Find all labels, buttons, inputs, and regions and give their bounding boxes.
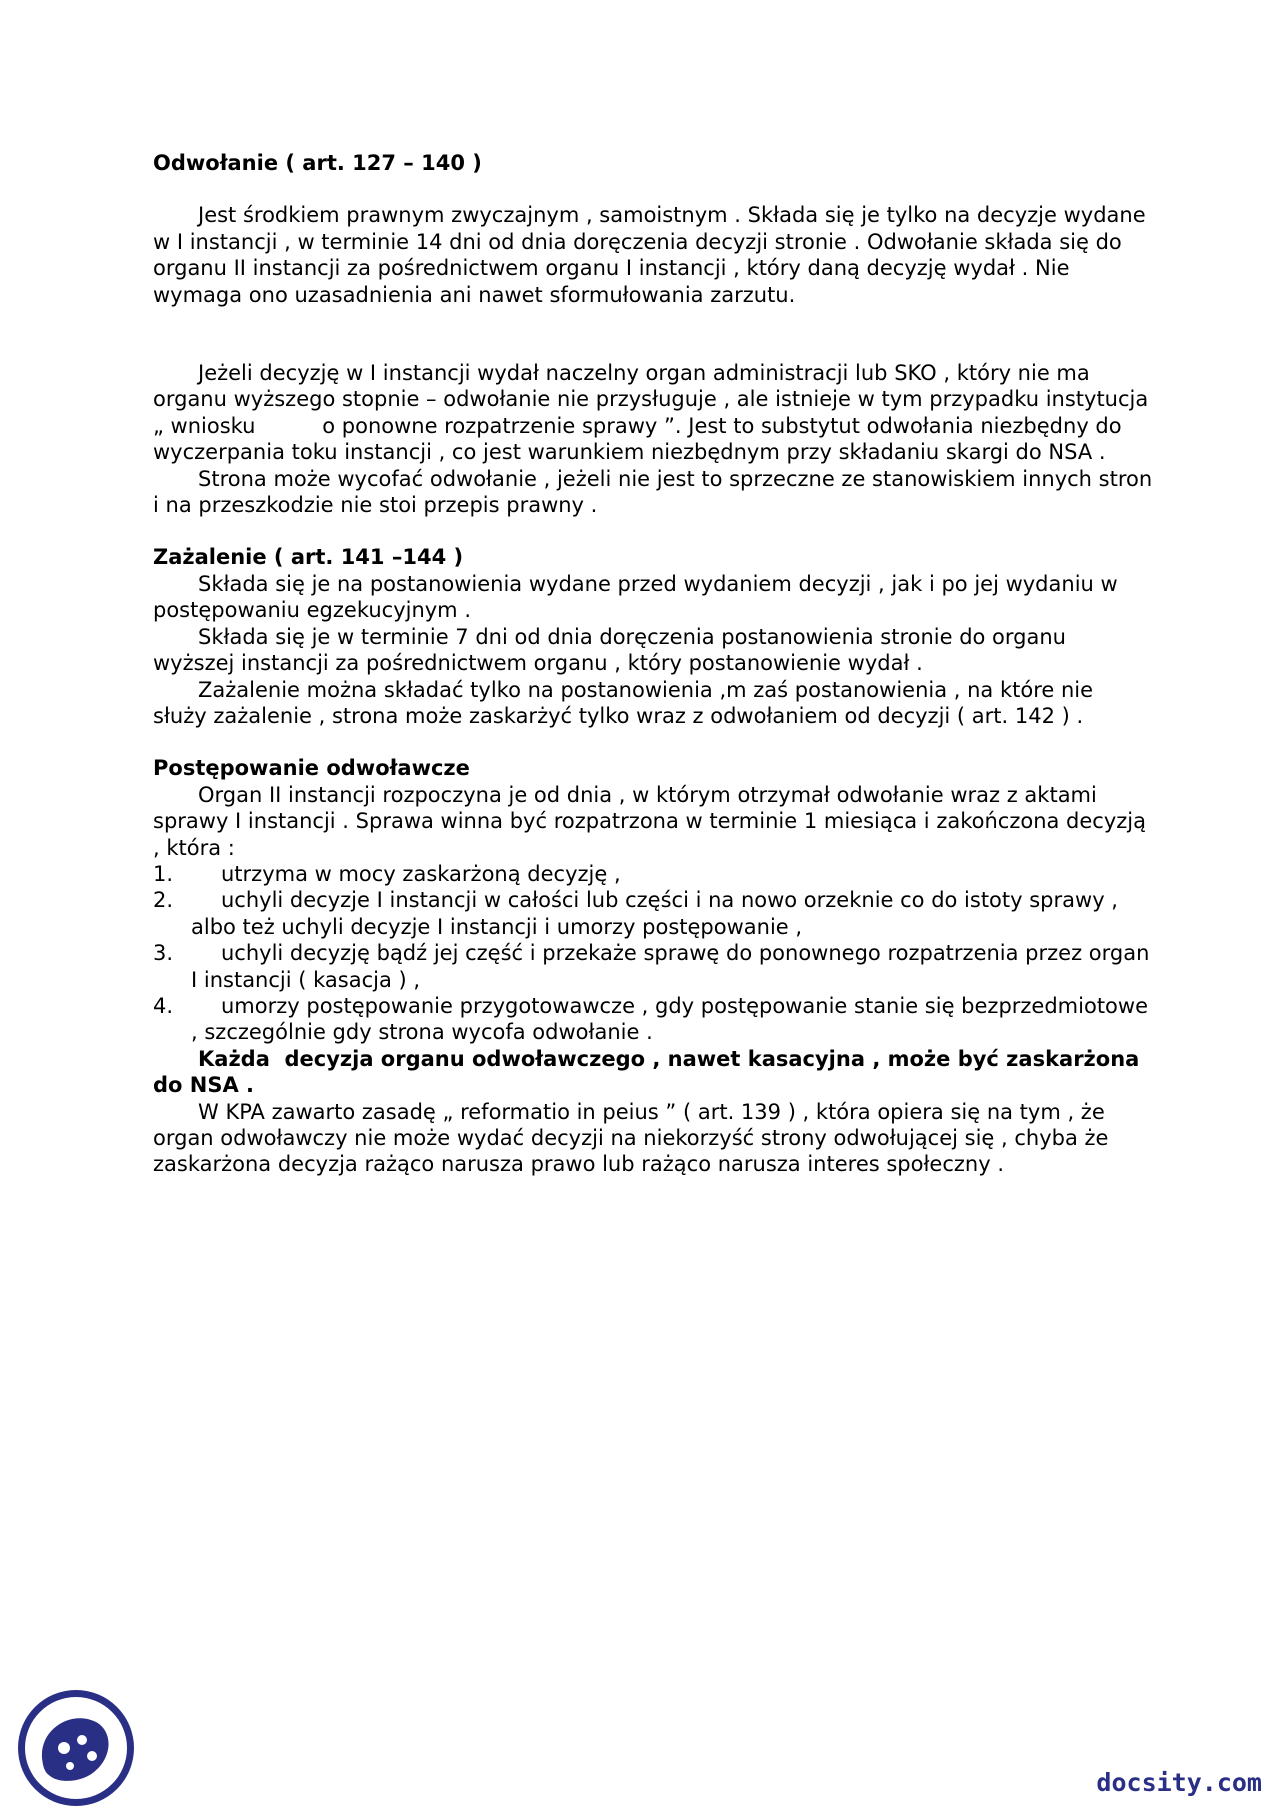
section-heading-odwolanie: Odwołanie ( art. 127 – 140 ) <box>153 151 482 175</box>
paragraph: Jest środkiem prawnym zwyczajnym , samoistnym . Składa się je tylko na decyzje wydane w I instancji , w terminie 14 dni od dnia doręczenia decyzji stronie . Odwołanie składa się do organu II instancji za pośrednictwem organu I instancji , który daną decyzję wydał . Nie wymaga ono uzasadnienia ani nawet sformułowania zarzutu. <box>153 203 1146 307</box>
paragraph: Strona może wycofać odwołanie , jeżeli nie jest to sprzeczne ze stanowiskiem innych stron i na przeszkodzie nie stoi przepis prawny . <box>153 466 1153 518</box>
list-number: 4. <box>153 993 174 1018</box>
list-item <box>153 940 1153 993</box>
list-item <box>153 887 1153 940</box>
section-heading-zazalenie: Zażalenie ( art. 141 –144 ) <box>153 545 464 570</box>
paragraph: Jeżeli decyzję w I instancji wydał naczelny organ administracji lub SKO , który nie ma organu wyższego stopnie – odwołanie nie przysługuje , ale istnieje w tym przypadku instytucja „ wniosku o ponowne rozpatrzenie sprawy ”. Jest to substytut odwołania niezbędny do wyczerpania toku instancji , co jest warunkiem niezbędnym przy składaniu skargi do NSA . <box>153 361 1155 465</box>
paragraph: Organ II instancji rozpoczyna je od dnia , w którym otrzymał odwołanie wraz z aktami sprawy I instancji . Sprawa winna być rozpatrzona w terminie 1 miesiąca i zakończona decyzją , która : <box>153 782 1146 860</box>
docsity-watermark-text: docsity.com <box>1096 1768 1262 1797</box>
list-number: 3. <box>153 941 174 966</box>
list-text: umorzy postępowanie przygotowawcze , gdy postępowanie stanie się bezprzedmiotowe , szczególnie gdy strona wycofa odwołanie . <box>191 993 1148 1045</box>
list-number: 2. <box>153 888 174 913</box>
bold-note: Każda decyzja organu odwoławczego , nawet kasacyjna , może być zaskarżona do NSA . <box>153 1046 1147 1098</box>
paragraph: W KPA zawarto zasadę „ reformatio in peius ” ( art. 139 ) , która opiera się na tym , że organ odwoławczy nie może wydać decyzji na niekorzyść strony odwołującej się , chyba że zaskarżona decyzja rażąco narusza prawo lub rażąco narusza interes społeczny . <box>153 1099 1109 1177</box>
list-text: uchyli decyzję bądź jej część i przekaże sprawę do ponownego rozpatrzenia przez organ I instancji ( kasacja ) , <box>191 941 1150 992</box>
section-heading-postepowanie: Postępowanie odwoławcze <box>153 756 470 781</box>
paragraph: Składa się je na postanowienia wydane przed wydaniem decyzji , jak i po jej wydaniu w postępowaniu egzekucyjnym . <box>153 571 1118 623</box>
paragraph: Składa się je w terminie 7 dni od dnia doręczenia postanowienia stronie do organu wyższej instancji za pośrednictwem organu , który postanowienie wydał . <box>153 624 1066 676</box>
list-item <box>153 861 1153 887</box>
list-item <box>153 993 1153 1046</box>
list-text: uchyli decyzje I instancji w całości lub części i na nowo orzeknie co do istoty sprawy , albo też uchyli decyzje I instancji i umorzy postępowanie , <box>191 888 1118 939</box>
list-number: 1. <box>153 861 174 886</box>
paragraph: Zażalenie można składać tylko na postanowienia ,m zaś postanowienia , na które nie służy zażalenie , strona może zaskarżyć tylko wraz z odwołaniem od decyzji ( art. 142 ) . <box>153 677 1094 728</box>
document-page <box>153 150 1153 1178</box>
list-text: utrzyma w mocy zaskarżoną decyzję , <box>221 861 621 886</box>
docsity-logo-icon <box>16 1688 136 1808</box>
